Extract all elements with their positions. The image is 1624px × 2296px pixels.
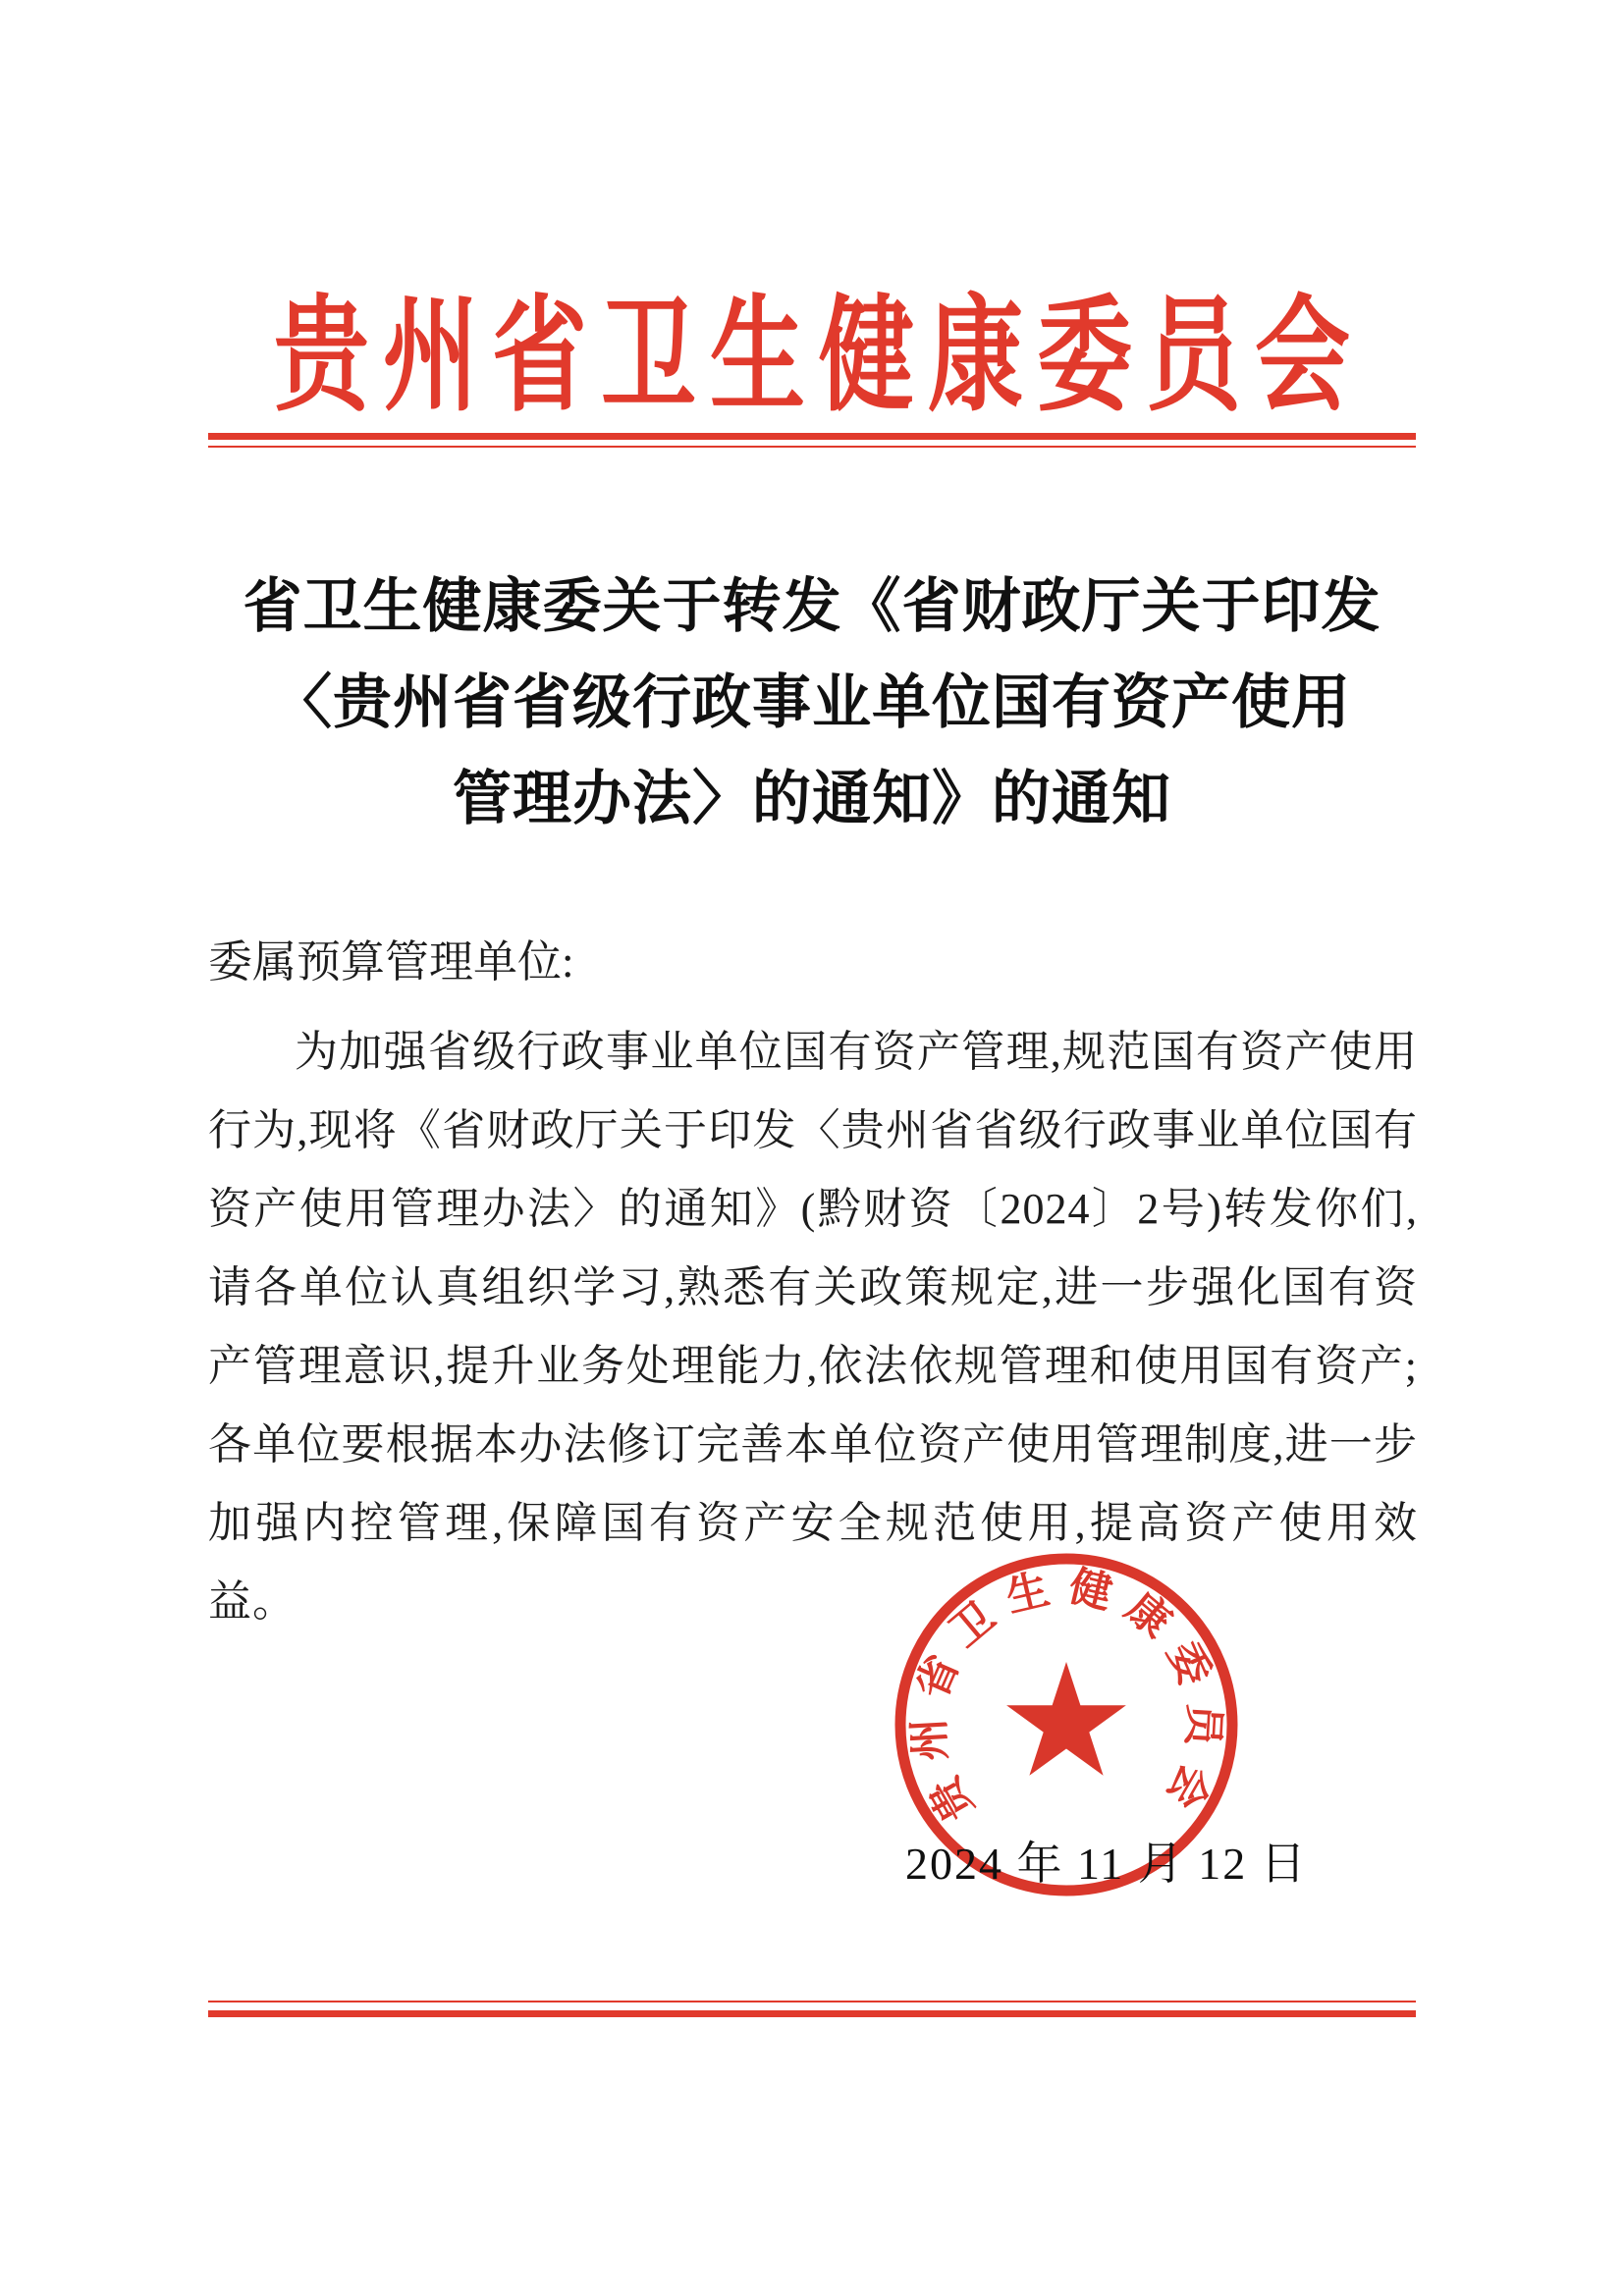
document-title [0, 559, 1624, 847]
header-rule-thick [208, 433, 1416, 440]
body-paragraph: 为加强省级行政事业单位国有资产管理,规范国有资产使用行为,现将《省财政厅关于印发〈贵州省省级行政事业单位国有资产使用管理办法〉的通知》(黔财资〔2024〕2号)转发你们,请各单位认真组织学习,熟悉有关政策规定,进一步强化国有资产管理意识,提升业务处理能力,依法依规管理和使用国有资产;各单位要根据本办法修订完善本单位资产使用管理制度,进一步加强内控管理,保障国有资产安全规范使用,提高资产使用效益。 [208, 1028, 1418, 1626]
header-rule-thin [208, 446, 1416, 448]
letterhead-title: 贵州省卫生健康委员会 [274, 287, 1364, 427]
salutation: 委属预算管理单位: [208, 937, 574, 987]
letterhead [0, 271, 1624, 427]
document-title-line-3: 管理办法〉的通知》的通知 [453, 767, 1171, 831]
footer-rule-thick [208, 2010, 1416, 2017]
footer-rule-thin [208, 2001, 1416, 2002]
seal-text: 贵州省卫生健康委员会 [905, 1563, 1227, 1829]
seal-star-icon [1006, 1662, 1126, 1776]
document-title-line-2: 〈贵州省省级行政事业单位国有资产使用 [273, 670, 1351, 735]
document-title-line-1: 省卫生健康委关于转发《省财政厅关于印发 [243, 574, 1381, 639]
signature-date: 2024 年 11 月 12 日 [905, 1839, 1308, 1889]
